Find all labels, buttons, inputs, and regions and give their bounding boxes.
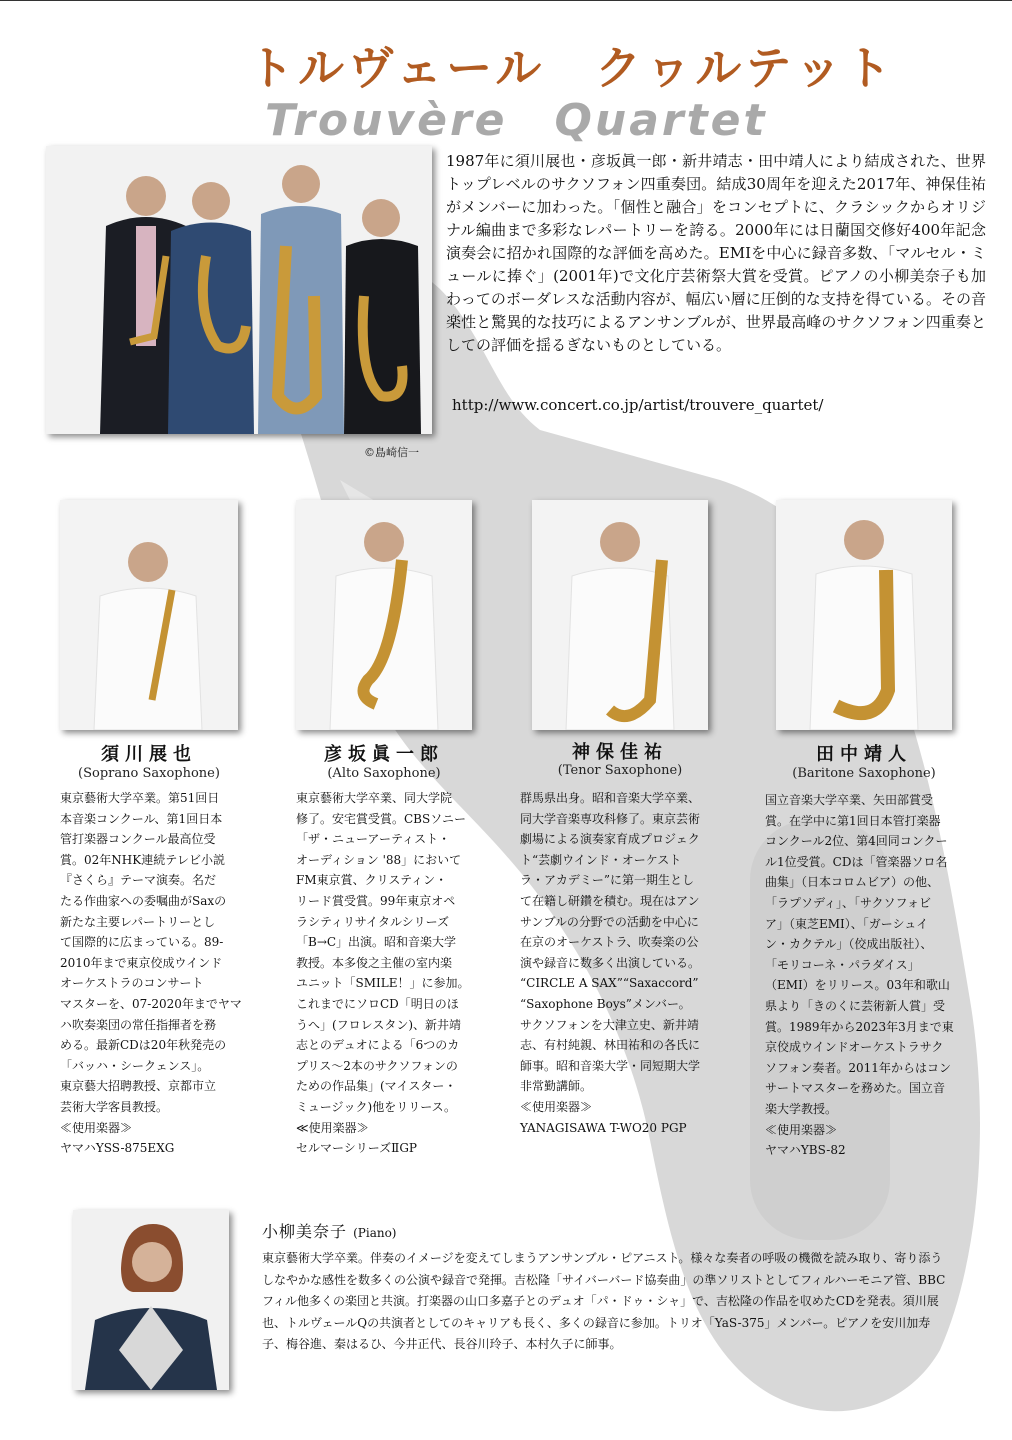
pianist-name bbox=[262, 1219, 397, 1242]
member-photo-sugawa bbox=[60, 500, 238, 730]
member-role-sugawa: (Soprano Saxophone) bbox=[78, 766, 220, 781]
member-photo-hikosaka bbox=[296, 500, 472, 730]
group-photo bbox=[46, 146, 432, 434]
member-name-sugawa: 須川展也 bbox=[101, 744, 197, 765]
photo-credit: ©島崎信一 bbox=[364, 446, 419, 459]
pianist-role: (Piano) bbox=[353, 1226, 397, 1240]
pianist-bio: 東京藝術大学卒業。伴奏のイメージを変えてしまうアンサンブル・ピアニスト。様々な奏者の呼吸の機微を読み取り、寄り添うしなやかな感性を数多くの公演や録音で発揮。吉松隆「サイバーバード協奏曲」の準ソリストとしてフィルハーモニア管、BBCフィル他多くの楽団と共演。打楽器の山口多嘉子とのデュオ「パ・ドゥ・シャ」で、吉松隆の作品を収めたCDを発表。須川展也、トルヴェールQの共演者としてのキャリアも長く、多くの録音に参加。トリオ「YaS-375」メンバー。ピアノを安川加寿子、梅谷進、秦はるひ、今井正代、長谷川玲子、本村久子に師事。 bbox=[262, 1251, 946, 1351]
member-bio-sugawa: 東京藝術大学卒業。第51回日 本音楽コンクール、第1回日本 管打楽器コンクール最高位受 賞。02年NHK連続テレビ小説 『さくら』テーマ演奏。名だ たる作曲家への委嘱曲がSaxの 新たな主要レパートリーとし て国際的に広まっている。89- 2010年まで東京佼成ウインド オーケストラのコンサート マスターを、07-2020年までヤマ ハ吹奏楽団の常任指揮者を務 める。最新CDは20年秋発売の 「バッハ・シークェンス」。 東京藝大招聘教授、京都市立 芸術大学客員教授。 ≪使用楽器≫ ヤマハYSS-875EXG bbox=[60, 791, 242, 1156]
member-bio-jimbo: 群馬県出身。昭和音楽大学卒業、 同大学音楽専攻科修了。東京芸術 劇場による演奏家育成プロジェク ト“芸劇ウインド・オーケスト ラ・アカデミー”に第一期生とし て在籍し研鑽を積む。現在はアン サンブルの分野での活動を中心に 在京のオーケストラ、吹奏楽の公 演や録音に数多く出演している。 “CIRCLE A SAX”“Saxaccord” “Saxophone Boys”メンバー。 サクソフォンを大津立史、新井靖 志、有村純親、林田祐和の各氏に 師事。昭和音楽大学・同短期大学 非常勤講師。 ≪使用楽器≫ YANAGISAWA T-WO20 PGP bbox=[520, 791, 701, 1135]
top-border-line bbox=[0, 0, 1012, 1]
member-photo-jimbo bbox=[532, 500, 708, 730]
member-name-jimbo: 神保佳祐 bbox=[572, 742, 668, 763]
member-name-tanaka: 田中靖人 bbox=[816, 744, 912, 765]
member-role-jimbo: (Tenor Saxophone) bbox=[557, 763, 683, 778]
title-english: Trouvère Quartet bbox=[265, 95, 768, 146]
member-photo-tanaka bbox=[776, 500, 952, 730]
member-name-hikosaka: 彦坂眞一郎 bbox=[324, 744, 444, 765]
intro-text: 1987年に須川展也・彦坂眞一郎・新井靖志・田中靖人により結成された、世界トップレベルのサクソフォン四重奏団。結成30周年を迎えた2017年、神保佳祐がメンバーに加わった。「個性と融合」をコンセプトに、クラシックからオリジナル編曲まで多彩なレパートリーを誇る。2000年には日蘭国交修好400年記念演奏会に招かれ国際的な評価を高めた。EMIを中心に録音多数、「マルセル・ミュールに捧ぐ」(2001年)で文化庁芸術祭大賞を受賞。ピアノの小柳美奈子も加わってのボーダレスな活動内容が、幅広い層に圧倒的な支持を得ている。その音楽性と驚異的な技巧によるアンサンブルが、世界最高峰のサクソフォン四重奏としての評価を揺るぎないものとしている。 bbox=[446, 152, 986, 354]
title-japanese: トルヴェール クヮルテット bbox=[248, 41, 896, 95]
member-role-tanaka: (Baritone Saxophone) bbox=[792, 766, 936, 781]
member-role-hikosaka: (Alto Saxophone) bbox=[327, 766, 441, 781]
pianist-name-text: 小柳美奈子 bbox=[262, 1222, 348, 1241]
website-link[interactable]: http://www.concert.co.jp/artist/trouvere_quartet/ bbox=[452, 396, 824, 414]
member-bio-hikosaka: 東京藝術大学卒業、同大学院 修了。安宅賞受賞。CBSソニー 「ザ・ニューアーティスト・ オーディション '88」において FM東京賞、クリスティン・ リード賞受賞。99年東京オペ ラシティリサイタルシリーズ 「B→C」出演。昭和音楽大学 教授。本多俊之主催の室内楽 ユニット「SMILE！」に参加。 これまでにソロCD「明日のほ うへ」(フロレスタン)、新井靖 志とのデュオによる「6つのカ プリス～2本のサクソフォンの ための作品集」(マイスター・ ミュージック)他をリリース。 ≪使用楽器≫ セルマーシリーズⅡGP bbox=[296, 791, 470, 1156]
pianist-photo bbox=[73, 1210, 229, 1390]
member-bio-tanaka: 国立音楽大学卒業、矢田部賞受 賞。在学中に第1回日本管打楽器 コンクール2位、第4回同コンクー ル1位受賞。CDは「管楽器ソロ名 曲集」（日本コロムビア）の他、 「ラプソディ」、「サクソフォビ ア」（東芝EMI）、「ガーシュイ ン・カクテル」（佼成出版社）、 「モリコーネ・パラダイス」 （EMI）をリリース。03年和歌山 県より「きのくに芸術新人賞」受 賞。1989年から2023年3月まで東 京佼成ウインドオーケストラサク ソフォン奏者。2011年からはコン サートマスターを務めた。国立音 楽大学教授。 ≪使用楽器≫ ヤマハYBS-82 bbox=[765, 793, 954, 1158]
